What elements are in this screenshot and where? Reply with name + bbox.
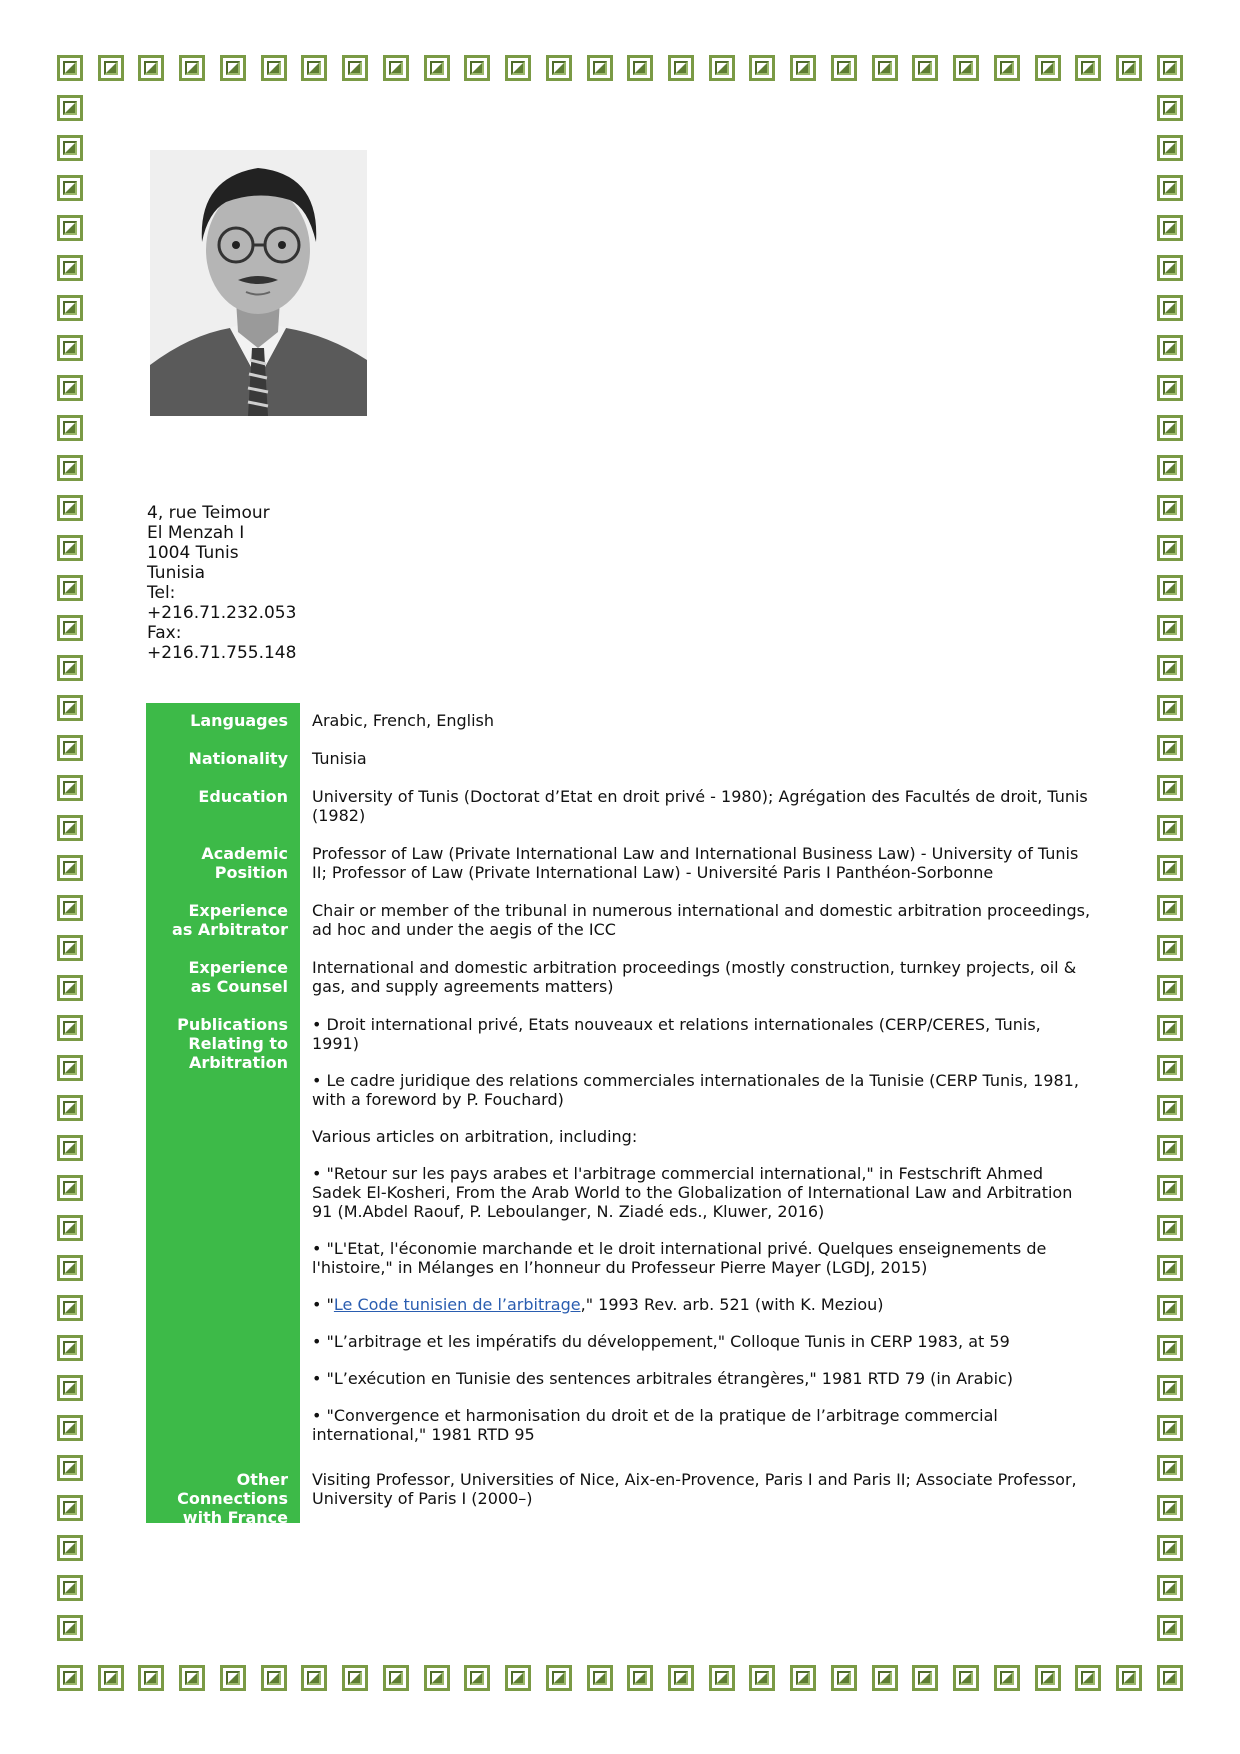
border-tile-icon (57, 335, 83, 361)
value-experience-counsel: International and domestic arbitration proceedings (mostly construction, turnkey projects, oil & gas, and supply agreements matters) (312, 958, 1077, 996)
border-tile-icon (1157, 895, 1183, 921)
border-tile-icon (57, 1015, 83, 1041)
publication-item: • "Convergence et harmonisation du droit et de la pratique de l’arbitrage commercial international," 1981 RTD 95 (312, 1406, 998, 1444)
border-tile-icon (261, 55, 287, 81)
label-publications (146, 1007, 300, 1462)
profile-table (146, 703, 1091, 1527)
border-tile-icon (1157, 295, 1183, 321)
border-tile-icon (1157, 655, 1183, 681)
tel-label: Tel: (147, 583, 176, 603)
label-other-connections (146, 1462, 300, 1527)
border-tile-icon (57, 1255, 83, 1281)
border-tile-icon (1157, 1255, 1183, 1281)
value-languages: Arabic, French, English (312, 711, 495, 730)
border-tile-icon (57, 495, 83, 521)
value-other-connections: Visiting Professor, Universities of Nice, Aix-en-Provence, Paris I and Paris II; Associate Professor, University of Paris I (2000–) (312, 1470, 1077, 1508)
border-tile-icon (1157, 1135, 1183, 1161)
row-languages (146, 703, 1091, 741)
tel-number: +216.71.232.053 (147, 603, 297, 623)
border-tile-icon (1157, 215, 1183, 241)
border-tile-icon (1157, 615, 1183, 641)
label-experience-arbitrator (146, 893, 300, 950)
border-tile-icon (57, 895, 83, 921)
border-tile-icon (749, 1665, 775, 1691)
border-tile-icon (1157, 1295, 1183, 1321)
border-tile-icon (1035, 1665, 1061, 1691)
border-tile-icon (57, 1415, 83, 1441)
publication-item: • "L’exécution en Tunisie des sentences arbitrales étrangères," 1981 RTD 79 (in Arabic) (312, 1369, 1014, 1388)
border-tile-icon (179, 55, 205, 81)
border-tile-icon (1157, 575, 1183, 601)
border-tile-icon (57, 375, 83, 401)
border-tile-icon (546, 1665, 572, 1691)
label-experience-counsel (146, 950, 300, 1007)
border-tile-icon (1157, 1215, 1183, 1241)
border-tile-icon (179, 1665, 205, 1691)
border-tile-icon (1157, 55, 1183, 81)
border-tile-icon (57, 95, 83, 121)
border-tile-icon (57, 1665, 83, 1691)
border-tile-icon (627, 1665, 653, 1691)
border-tile-icon (57, 1295, 83, 1321)
border-tile-icon (1157, 1415, 1183, 1441)
border-tile-icon (57, 1375, 83, 1401)
border-tile-icon (1157, 735, 1183, 761)
border-tile-icon (872, 1665, 898, 1691)
portrait-icon (150, 150, 367, 416)
border-tile-icon (138, 1665, 164, 1691)
border-tile-icon (1157, 815, 1183, 841)
border-tile-icon (953, 1665, 979, 1691)
border-tile-icon (587, 55, 613, 81)
border-tile-icon (220, 55, 246, 81)
border-tile-icon (546, 55, 572, 81)
value-education: University of Tunis (Doctorat d’Etat en droit privé - 1980); Agrégation des Facultés de droit, Tunis (1982) (312, 787, 1088, 825)
border-tile-icon (57, 535, 83, 561)
border-tile-icon (57, 855, 83, 881)
value-academic-position: Professor of Law (Private International Law and International Business Law) - University of Tunis II; Professor of Law (Private International Law) - Université Paris I Panthéon-Sorbonne (312, 844, 1079, 882)
label-line: Arbitration (188, 1053, 288, 1072)
fax-number: +216.71.755.148 (147, 643, 297, 663)
border-tile-icon (57, 255, 83, 281)
border-right (1157, 95, 1183, 1641)
border-tile-icon (57, 1575, 83, 1601)
border-tile-icon (749, 55, 775, 81)
row-nationality (146, 741, 1091, 779)
label-line: Experience (188, 958, 288, 977)
value-experience-arbitrator: Chair or member of the tribunal in numerous international and domestic arbitration proceedings, ad hoc and under the aegis of the ICC (312, 901, 1091, 939)
border-tile-icon (709, 55, 735, 81)
row-education (146, 779, 1091, 836)
label-nationality: Nationality (188, 749, 288, 768)
row-publications (146, 1007, 1091, 1462)
border-tile-icon (98, 1665, 124, 1691)
border-tile-icon (464, 55, 490, 81)
border-tile-icon (1157, 335, 1183, 361)
address-line: 1004 Tunis (147, 543, 239, 563)
border-tile-icon (301, 1665, 327, 1691)
border-tile-icon (1157, 135, 1183, 161)
border-tile-icon (383, 1665, 409, 1691)
border-tile-icon (57, 55, 83, 81)
label-line: Experience (188, 901, 288, 920)
border-tile-icon (57, 135, 83, 161)
publication-item: • Droit international privé, Etats nouveaux et relations internationales (CERP/CERES, Tunis, 1991) (312, 1015, 1041, 1053)
border-tile-icon (57, 935, 83, 961)
border-tile-icon (383, 55, 409, 81)
border-tile-icon (831, 1665, 857, 1691)
border-tile-icon (1157, 1615, 1183, 1641)
border-tile-icon (587, 1665, 613, 1691)
label-line: Position (214, 863, 288, 882)
label-line: Relating to (188, 1034, 288, 1053)
border-tile-icon (1157, 1455, 1183, 1481)
border-tile-icon (424, 55, 450, 81)
border-tile-icon (220, 1665, 246, 1691)
border-tile-icon (57, 1495, 83, 1521)
border-tile-icon (57, 455, 83, 481)
border-tile-icon (57, 655, 83, 681)
border-tile-icon (57, 1455, 83, 1481)
border-tile-icon (1075, 55, 1101, 81)
border-tile-icon (57, 1535, 83, 1561)
border-tile-icon (831, 55, 857, 81)
border-tile-icon (1157, 1015, 1183, 1041)
border-tile-icon (1157, 1175, 1183, 1201)
code-tunisien-link[interactable]: Le Code tunisien de l’arbitrage (333, 1295, 581, 1314)
border-tile-icon (342, 55, 368, 81)
border-bottom (57, 1665, 1183, 1691)
fax-label: Fax: (147, 623, 182, 643)
border-tile-icon (1116, 1665, 1142, 1691)
border-tile-icon (1157, 375, 1183, 401)
border-tile-icon (261, 1665, 287, 1691)
label-education: Education (198, 787, 288, 806)
border-tile-icon (1157, 95, 1183, 121)
border-tile-icon (709, 1665, 735, 1691)
border-tile-icon (1157, 1535, 1183, 1561)
border-tile-icon (57, 695, 83, 721)
border-tile-icon (1157, 935, 1183, 961)
border-tile-icon (57, 295, 83, 321)
label-line: Publications (177, 1015, 288, 1034)
publication-item: • Le cadre juridique des relations commerciales internationales de la Tunisie (CERP Tunis, 1981, with a foreword by P. Fouchard) (312, 1071, 1079, 1109)
border-tile-icon (57, 1095, 83, 1121)
border-tile-icon (1157, 455, 1183, 481)
border-tile-icon (872, 55, 898, 81)
border-tile-icon (138, 55, 164, 81)
border-tile-icon (1157, 255, 1183, 281)
border-tile-icon (668, 1665, 694, 1691)
border-tile-icon (1075, 1665, 1101, 1691)
border-tile-icon (57, 575, 83, 601)
border-tile-icon (1157, 695, 1183, 721)
label-line: Academic (201, 844, 288, 863)
address-line: Tunisia (147, 563, 206, 583)
border-tile-icon (464, 1665, 490, 1691)
border-top (57, 55, 1183, 81)
border-tile-icon (1157, 1335, 1183, 1361)
border-tile-icon (57, 1335, 83, 1361)
publication-item: • "Retour sur les pays arabes et l'arbitrage commercial international," in Festschrift Ahmed Sadek El-Kosheri, From the Arab World to the Globalization of International Law and Arbitration 91 (M.Abdel Raouf, P. Leboulanger, N. Ziadé eds., Kluwer, 2016) (312, 1164, 1073, 1221)
label-line: as Counsel (190, 977, 288, 996)
border-tile-icon (1157, 1495, 1183, 1521)
border-tile-icon (912, 1665, 938, 1691)
border-tile-icon (1157, 495, 1183, 521)
contact-address (147, 503, 296, 663)
border-tile-icon (953, 55, 979, 81)
label-academic-position (146, 836, 300, 893)
border-tile-icon (1035, 55, 1061, 81)
border-tile-icon (1157, 535, 1183, 561)
border-tile-icon (57, 775, 83, 801)
border-tile-icon (1157, 1095, 1183, 1121)
border-tile-icon (57, 415, 83, 441)
bullet-prefix: • " (312, 1295, 334, 1314)
border-tile-icon (342, 1665, 368, 1691)
row-experience-arbitrator (146, 893, 1091, 950)
border-tile-icon (1157, 1055, 1183, 1081)
border-tile-icon (505, 55, 531, 81)
label-line: with France (182, 1508, 288, 1527)
border-tile-icon (57, 1175, 83, 1201)
publication-item: • "L’arbitrage et les impératifs du développement," Colloque Tunis in CERP 1983, at 59 (312, 1332, 1010, 1351)
label-line: as Arbitrator (172, 920, 288, 939)
row-experience-counsel (146, 950, 1091, 1007)
label-languages: Languages (190, 711, 288, 730)
row-other-connections (146, 1462, 1091, 1527)
publication-item: • "L'Etat, l'économie marchande et le droit international privé. Quelques enseignements de l'histoire," in Mélanges en l’honneur du Professeur Pierre Mayer (LGDJ, 2015) (312, 1239, 1047, 1277)
border-tile-icon (790, 55, 816, 81)
border-tile-icon (57, 735, 83, 761)
label-line: Other (236, 1470, 288, 1489)
border-tile-icon (994, 55, 1020, 81)
border-tile-icon (1157, 975, 1183, 1001)
border-tile-icon (994, 1665, 1020, 1691)
address-line: El Menzah I (147, 523, 245, 543)
publication-item (312, 1295, 1091, 1314)
border-tile-icon (57, 1615, 83, 1641)
border-tile-icon (1116, 55, 1142, 81)
border-tile-icon (57, 615, 83, 641)
border-tile-icon (1157, 1665, 1183, 1691)
border-tile-icon (424, 1665, 450, 1691)
value-nationality: Tunisia (312, 749, 367, 768)
citation-suffix: ," 1993 Rev. arb. 521 (with K. Meziou) (580, 1295, 884, 1314)
border-tile-icon (912, 55, 938, 81)
publication-intro: Various articles on arbitration, including: (312, 1127, 638, 1146)
border-tile-icon (627, 55, 653, 81)
border-tile-icon (57, 815, 83, 841)
border-tile-icon (790, 1665, 816, 1691)
row-academic-position (146, 836, 1091, 893)
border-tile-icon (668, 55, 694, 81)
border-tile-icon (57, 1055, 83, 1081)
border-tile-icon (57, 975, 83, 1001)
border-tile-icon (1157, 775, 1183, 801)
border-tile-icon (1157, 1375, 1183, 1401)
border-tile-icon (1157, 175, 1183, 201)
border-tile-icon (1157, 1575, 1183, 1601)
border-tile-icon (301, 55, 327, 81)
border-tile-icon (505, 1665, 531, 1691)
border-tile-icon (1157, 415, 1183, 441)
border-tile-icon (57, 215, 83, 241)
value-publications (300, 1007, 1091, 1462)
border-tile-icon (98, 55, 124, 81)
portrait-photo (150, 150, 367, 416)
border-tile-icon (57, 175, 83, 201)
label-line: Connections (177, 1489, 288, 1508)
border-tile-icon (1157, 855, 1183, 881)
border-tile-icon (57, 1135, 83, 1161)
border-left (57, 95, 83, 1641)
address-line: 4, rue Teimour (147, 503, 270, 523)
border-tile-icon (57, 1215, 83, 1241)
